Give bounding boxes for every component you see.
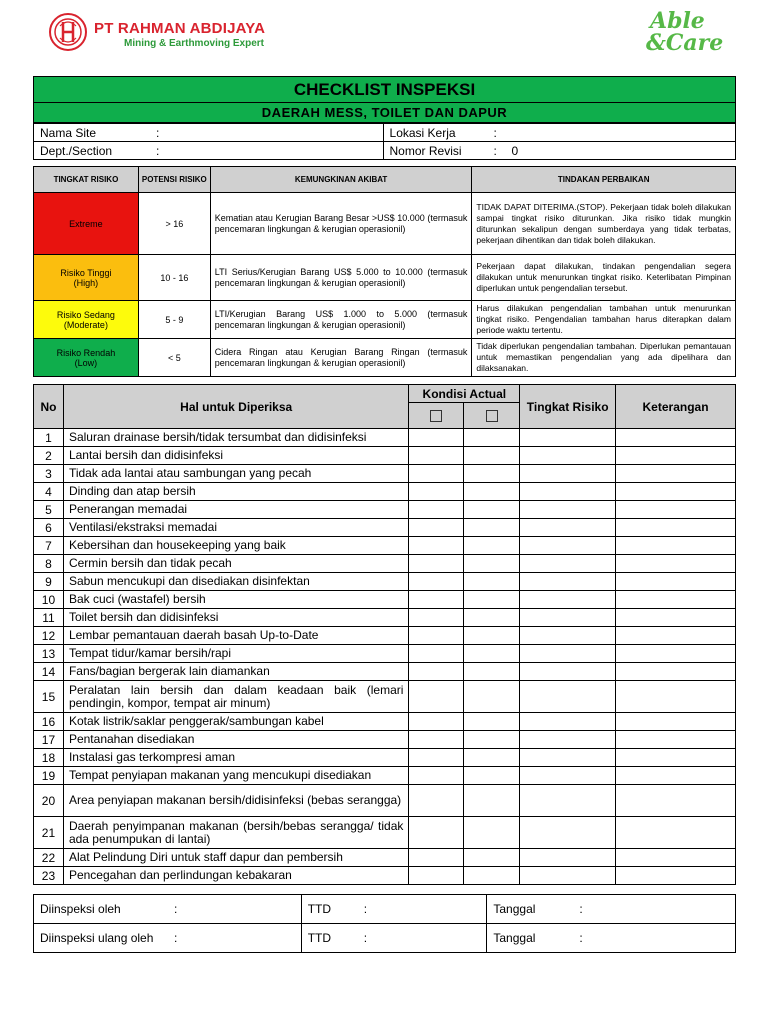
row-kondisi-no-cell[interactable] — [464, 537, 520, 555]
diinspeksi-colon: : — [174, 902, 178, 916]
table-row — [34, 767, 736, 785]
row-kondisi-no-cell[interactable] — [464, 867, 520, 885]
risk-level-sub: (High) — [73, 277, 99, 288]
row-kondisi-no-cell[interactable] — [464, 555, 520, 573]
row-kondisi-yes-cell[interactable] — [409, 537, 464, 555]
row-keterangan-cell[interactable] — [616, 785, 736, 817]
row-tingkat-cell[interactable] — [520, 501, 616, 519]
row-item-text: Kotak listrik/saklar penggerak/sambungan kabel — [63, 713, 408, 731]
row-kondisi-yes-cell[interactable] — [409, 731, 464, 749]
tanggal-ulang-colon: : — [579, 931, 583, 945]
ttd-ulang-colon: : — [363, 931, 368, 945]
row-number: 15 — [34, 681, 64, 713]
company-tagline: Mining & Earthmoving Expert — [124, 38, 265, 49]
row-number: 6 — [34, 519, 64, 537]
row-number: 20 — [34, 785, 64, 817]
row-keterangan-cell[interactable] — [616, 519, 736, 537]
row-kondisi-yes-cell[interactable] — [409, 749, 464, 767]
risk-level-moderate — [34, 301, 139, 339]
risk-potential: > 16 — [138, 193, 210, 255]
row-tingkat-cell[interactable] — [520, 867, 616, 885]
risk-effect: Cidera Ringan atau Kerugian Barang Ringan (termasuk pencemaran lingkungan & kerugian operasionil) — [210, 339, 472, 377]
company-name: PT RAHMAN ABDIJAYA — [94, 20, 266, 37]
table-row — [34, 573, 736, 591]
row-keterangan-cell[interactable] — [616, 627, 736, 645]
risk-effect: LTI/Kerugian Barang US$ 1.000 to 5.000 (termasuk pencemaran lingkungan & kerugian operasionil) — [210, 301, 472, 339]
row-keterangan-cell[interactable] — [616, 573, 736, 591]
header-kondisi: Kondisi Actual — [409, 385, 520, 403]
signature-table — [33, 894, 736, 953]
row-keterangan-cell[interactable] — [616, 591, 736, 609]
table-row — [34, 465, 736, 483]
row-kondisi-yes-cell[interactable] — [409, 447, 464, 465]
row-keterangan-cell[interactable] — [616, 681, 736, 713]
row-kondisi-no-cell[interactable] — [464, 573, 520, 591]
row-kondisi-no-cell[interactable] — [464, 483, 520, 501]
row-keterangan-cell[interactable] — [616, 645, 736, 663]
row-kondisi-yes-cell[interactable] — [409, 663, 464, 681]
row-tingkat-cell[interactable] — [520, 609, 616, 627]
row-keterangan-cell[interactable] — [616, 447, 736, 465]
row-kondisi-yes-cell[interactable] — [409, 681, 464, 713]
dept-label: Dept./Section — [40, 143, 113, 158]
header-check-yes — [409, 403, 464, 429]
lokasi-kerja-label: Lokasi Kerja — [389, 125, 456, 140]
row-kondisi-yes-cell[interactable] — [409, 483, 464, 501]
row-item-text: Cermin bersih dan tidak pecah — [63, 555, 408, 573]
row-item-text: Sabun mencukupi dan disediakan disinfektan — [63, 573, 408, 591]
row-number: 23 — [34, 867, 64, 885]
table-row — [34, 817, 736, 849]
row-kondisi-no-cell[interactable] — [464, 817, 520, 849]
row-keterangan-cell[interactable] — [616, 483, 736, 501]
row-item-text: Saluran drainase bersih/tidak tersumbat dan didisinfeksi — [63, 429, 408, 447]
table-row — [34, 749, 736, 767]
table-row — [34, 483, 736, 501]
row-number: 14 — [34, 663, 64, 681]
row-kondisi-no-cell[interactable] — [464, 731, 520, 749]
row-number: 4 — [34, 483, 64, 501]
document-title: CHECKLIST INSPEKSI — [34, 77, 735, 103]
nomor-revisi-colon: : — [493, 143, 497, 158]
row-keterangan-cell[interactable] — [616, 767, 736, 785]
row-item-text: Alat Pelindung Diri untuk staff dapur dan pembersih — [63, 849, 408, 867]
nama-site-label: Nama Site — [40, 125, 97, 140]
row-kondisi-no-cell[interactable] — [464, 609, 520, 627]
row-kondisi-yes-cell[interactable] — [409, 429, 464, 447]
table-row — [34, 785, 736, 817]
row-kondisi-no-cell[interactable] — [464, 429, 520, 447]
row-keterangan-cell[interactable] — [616, 501, 736, 519]
row-item-text: Fans/bagian bergerak lain diamankan — [63, 663, 408, 681]
row-kondisi-yes-cell[interactable] — [409, 609, 464, 627]
dept-field[interactable] — [34, 142, 384, 160]
table-row — [34, 555, 736, 573]
table-row — [34, 429, 736, 447]
row-number: 9 — [34, 573, 64, 591]
row-kondisi-no-cell[interactable] — [464, 681, 520, 713]
row-kondisi-yes-cell[interactable] — [409, 785, 464, 817]
row-item-text: Bak cuci (wastafel) bersih — [63, 591, 408, 609]
risk-header-effect: KEMUNGKINAN AKIBAT — [210, 167, 472, 193]
row-kondisi-yes-cell[interactable] — [409, 867, 464, 885]
tanggal-ulang-field[interactable] — [487, 924, 736, 953]
row-kondisi-no-cell[interactable] — [464, 501, 520, 519]
header-item: Hal untuk Diperiksa — [63, 385, 408, 429]
row-tingkat-cell[interactable] — [520, 713, 616, 731]
able-care-logo — [640, 8, 730, 60]
row-item-text: Lantai bersih dan didisinfeksi — [63, 447, 408, 465]
row-item-text: Ventilasi/ekstraksi memadai — [63, 519, 408, 537]
info-table — [33, 123, 736, 160]
diinspeksi-ulang-label: Diinspeksi ulang oleh — [40, 931, 154, 945]
row-kondisi-no-cell[interactable] — [464, 591, 520, 609]
risk-level-label: Risiko Sedang — [56, 309, 115, 320]
row-keterangan-cell[interactable] — [616, 555, 736, 573]
row-number: 3 — [34, 465, 64, 483]
risk-level-sub: (Moderate) — [63, 319, 108, 330]
nomor-revisi-field[interactable] — [383, 142, 735, 160]
ttd-field[interactable] — [301, 895, 487, 924]
brand-line-1: Able — [650, 8, 705, 34]
tanggal-label: Tanggal — [493, 902, 536, 916]
table-row — [34, 609, 736, 627]
row-kondisi-yes-cell[interactable] — [409, 849, 464, 867]
header-no: No — [34, 385, 64, 429]
row-tingkat-cell[interactable] — [520, 627, 616, 645]
row-tingkat-cell[interactable] — [520, 749, 616, 767]
row-item-text: Penerangan memadai — [63, 501, 408, 519]
tanggal-colon: : — [579, 902, 583, 916]
row-keterangan-cell[interactable] — [616, 867, 736, 885]
nomor-revisi-label: Nomor Revisi — [389, 143, 462, 158]
row-kondisi-yes-cell[interactable] — [409, 501, 464, 519]
row-item-text: Area penyiapan makanan bersih/didisinfeksi (bebas serangga) — [63, 785, 408, 817]
risk-potential: < 5 — [138, 339, 210, 377]
risk-effect: Kematian atau Kerugian Barang Besar >US$ 10.000 (termasuk pencemaran lingkungan & kerugian operasionil) — [210, 193, 472, 255]
nomor-revisi-value: 0 — [511, 143, 519, 158]
diinspeksi-ulang-colon: : — [174, 931, 178, 945]
row-tingkat-cell[interactable] — [520, 591, 616, 609]
table-row — [34, 645, 736, 663]
row-item-text: Tempat penyiapan makanan yang mencukupi disediakan — [63, 767, 408, 785]
checkbox-icon — [486, 410, 498, 422]
risk-action: Harus dilakukan pengendalian tambahan untuk menurunkan tingkat risiko. Pengendalian tambahan harus diterapkan dalam periode waktu tertentu. — [472, 301, 736, 339]
row-kondisi-no-cell[interactable] — [464, 645, 520, 663]
row-kondisi-yes-cell[interactable] — [409, 519, 464, 537]
diinspeksi-label: Diinspeksi oleh — [40, 902, 121, 916]
checklist-table — [33, 384, 736, 885]
risk-level-low — [34, 339, 139, 377]
row-keterangan-cell[interactable] — [616, 465, 736, 483]
row-kondisi-no-cell[interactable] — [464, 849, 520, 867]
row-number: 22 — [34, 849, 64, 867]
row-tingkat-cell[interactable] — [520, 663, 616, 681]
row-tingkat-cell[interactable] — [520, 519, 616, 537]
row-kondisi-yes-cell[interactable] — [409, 573, 464, 591]
brand-line-2: &Care — [646, 30, 724, 56]
row-item-text: Instalasi gas terkompresi aman — [63, 749, 408, 767]
row-item-text: Kebersihan dan housekeeping yang baik — [63, 537, 408, 555]
row-tingkat-cell[interactable] — [520, 555, 616, 573]
row-keterangan-cell[interactable] — [616, 537, 736, 555]
row-tingkat-cell[interactable] — [520, 429, 616, 447]
row-number: 19 — [34, 767, 64, 785]
lokasi-kerja-field[interactable] — [383, 124, 735, 142]
row-number: 17 — [34, 731, 64, 749]
row-item-text: Dinding dan atap bersih — [63, 483, 408, 501]
header-check-no — [464, 403, 520, 429]
row-kondisi-no-cell[interactable] — [464, 663, 520, 681]
ttd-ulang-label: TTD — [307, 931, 332, 945]
table-row — [34, 867, 736, 885]
row-tingkat-cell[interactable] — [520, 849, 616, 867]
risk-level-label: Risiko Rendah — [56, 347, 116, 358]
row-tingkat-cell[interactable] — [520, 537, 616, 555]
row-kondisi-yes-cell[interactable] — [409, 817, 464, 849]
row-item-text: Pencegahan dan perlindungan kebakaran — [63, 867, 408, 885]
table-row — [34, 731, 736, 749]
row-tingkat-cell[interactable] — [520, 645, 616, 663]
risk-level-sub: (Low) — [74, 357, 98, 368]
row-item-text: Tidak ada lantai atau sambungan yang pecah — [63, 465, 408, 483]
risk-effect: LTI Serius/Kerugian Barang US$ 5.000 to 10.000 (termasuk pencemaran lingkungan & kerugian operasionil) — [210, 255, 472, 301]
risk-potential: 5 - 9 — [138, 301, 210, 339]
row-keterangan-cell[interactable] — [616, 749, 736, 767]
row-kondisi-no-cell[interactable] — [464, 447, 520, 465]
table-row — [34, 519, 736, 537]
row-item-text: Lembar pemantauan daerah basah Up-to-Date — [63, 627, 408, 645]
risk-level-high — [34, 255, 139, 301]
nama-site-colon: : — [156, 125, 160, 140]
row-item-text: Pentanahan disediakan — [63, 731, 408, 749]
row-number: 1 — [34, 429, 64, 447]
ttd-colon: : — [363, 902, 368, 916]
checklist-body — [34, 429, 736, 885]
header-keterangan: Keterangan — [616, 385, 736, 429]
row-number: 13 — [34, 645, 64, 663]
risk-header-potential: POTENSI RISIKO — [138, 167, 210, 193]
row-keterangan-cell[interactable] — [616, 731, 736, 749]
row-number: 7 — [34, 537, 64, 555]
row-keterangan-cell[interactable] — [616, 663, 736, 681]
row-number: 5 — [34, 501, 64, 519]
row-number: 16 — [34, 713, 64, 731]
row-tingkat-cell[interactable] — [520, 681, 616, 713]
page-header — [0, 0, 768, 70]
row-kondisi-yes-cell[interactable] — [409, 465, 464, 483]
checkbox-icon — [430, 410, 442, 422]
row-kondisi-yes-cell[interactable] — [409, 713, 464, 731]
row-number: 8 — [34, 555, 64, 573]
row-item-text: Daerah penyimpanan makanan (bersih/bebas serangga/ tidak ada penumpukan di lantai) — [63, 817, 408, 849]
diinspeksi-ulang-field[interactable] — [34, 924, 302, 953]
table-row — [34, 663, 736, 681]
row-item-text: Tempat tidur/kamar bersih/rapi — [63, 645, 408, 663]
row-kondisi-no-cell[interactable] — [464, 519, 520, 537]
tanggal-field[interactable] — [487, 895, 736, 924]
risk-action: Tidak diperlukan pengendalian tambahan. Diperlukan pemantauan untuk memastikan pengendalian yang ada dipelihara dan dilaksanakan. — [472, 339, 736, 377]
table-row — [34, 627, 736, 645]
row-tingkat-cell[interactable] — [520, 573, 616, 591]
row-kondisi-no-cell[interactable] — [464, 749, 520, 767]
table-row — [34, 591, 736, 609]
risk-level-extreme — [34, 193, 139, 255]
table-row — [34, 447, 736, 465]
row-tingkat-cell[interactable] — [520, 817, 616, 849]
table-row — [34, 681, 736, 713]
row-number: 21 — [34, 817, 64, 849]
row-number: 18 — [34, 749, 64, 767]
nama-site-field[interactable] — [34, 124, 384, 142]
row-tingkat-cell[interactable] — [520, 731, 616, 749]
row-number: 12 — [34, 627, 64, 645]
dept-colon: : — [156, 143, 160, 158]
lokasi-kerja-colon: : — [493, 125, 497, 140]
row-number: 10 — [34, 591, 64, 609]
row-keterangan-cell[interactable] — [616, 429, 736, 447]
risk-action: TIDAK DAPAT DITERIMA.(STOP). Pekerjaan tidak boleh dilakukan sampai tingkat risiko diturunkan. Jika risiko tidak mungkin diturunkan sekalipun dengan sumberdaya yang tidak terbatas, pekerjaan dihentikan dan tidak boleh dilakukan. — [472, 193, 736, 255]
table-row — [34, 501, 736, 519]
row-kondisi-no-cell[interactable] — [464, 767, 520, 785]
ttd-label: TTD — [307, 902, 332, 916]
ttd-ulang-field[interactable] — [301, 924, 487, 953]
row-tingkat-cell[interactable] — [520, 483, 616, 501]
row-number: 11 — [34, 609, 64, 627]
row-number: 2 — [34, 447, 64, 465]
row-kondisi-yes-cell[interactable] — [409, 645, 464, 663]
row-tingkat-cell[interactable] — [520, 465, 616, 483]
row-item-text: Toilet bersih dan didisinfeksi — [63, 609, 408, 627]
document-subtitle: DAERAH MESS, TOILET DAN DAPUR — [34, 103, 735, 122]
risk-level-label: Extreme — [69, 218, 103, 229]
row-keterangan-cell[interactable] — [616, 817, 736, 849]
row-kondisi-yes-cell[interactable] — [409, 591, 464, 609]
row-kondisi-yes-cell[interactable] — [409, 767, 464, 785]
row-kondisi-no-cell[interactable] — [464, 465, 520, 483]
row-kondisi-no-cell[interactable] — [464, 713, 520, 731]
row-kondisi-no-cell[interactable] — [464, 627, 520, 645]
row-keterangan-cell[interactable] — [616, 609, 736, 627]
row-keterangan-cell[interactable] — [616, 849, 736, 867]
risk-header-action: TINDAKAN PERBAIKAN — [472, 167, 736, 193]
risk-header-level: TINGKAT RISIKO — [34, 167, 139, 193]
table-row — [34, 537, 736, 555]
risk-level-label: Risiko Tinggi — [60, 267, 112, 278]
row-tingkat-cell[interactable] — [520, 447, 616, 465]
row-kondisi-no-cell[interactable] — [464, 785, 520, 817]
table-row — [34, 713, 736, 731]
diinspeksi-field[interactable] — [34, 895, 302, 924]
company-logo-icon — [48, 12, 88, 52]
row-tingkat-cell[interactable] — [520, 785, 616, 817]
risk-potential: 10 - 16 — [138, 255, 210, 301]
row-kondisi-yes-cell[interactable] — [409, 555, 464, 573]
table-row — [34, 849, 736, 867]
tanggal-ulang-label: Tanggal — [493, 931, 536, 945]
header-tingkat: Tingkat Risiko — [520, 385, 616, 429]
title-box — [33, 76, 736, 123]
risk-matrix-table — [33, 166, 736, 377]
row-item-text: Peralatan lain bersih dan dalam keadaan baik (lemari pendingin, kompor, tempat air minum) — [63, 681, 408, 713]
risk-action: Pekerjaan dapat dilakukan, tindakan pengendalian segera dilakukan untuk menurunkan tingkat risiko. Keterlibatan Pimpinan diperlukan untuk pengendalian tersebut. — [472, 255, 736, 301]
row-tingkat-cell[interactable] — [520, 767, 616, 785]
row-keterangan-cell[interactable] — [616, 713, 736, 731]
row-kondisi-yes-cell[interactable] — [409, 627, 464, 645]
